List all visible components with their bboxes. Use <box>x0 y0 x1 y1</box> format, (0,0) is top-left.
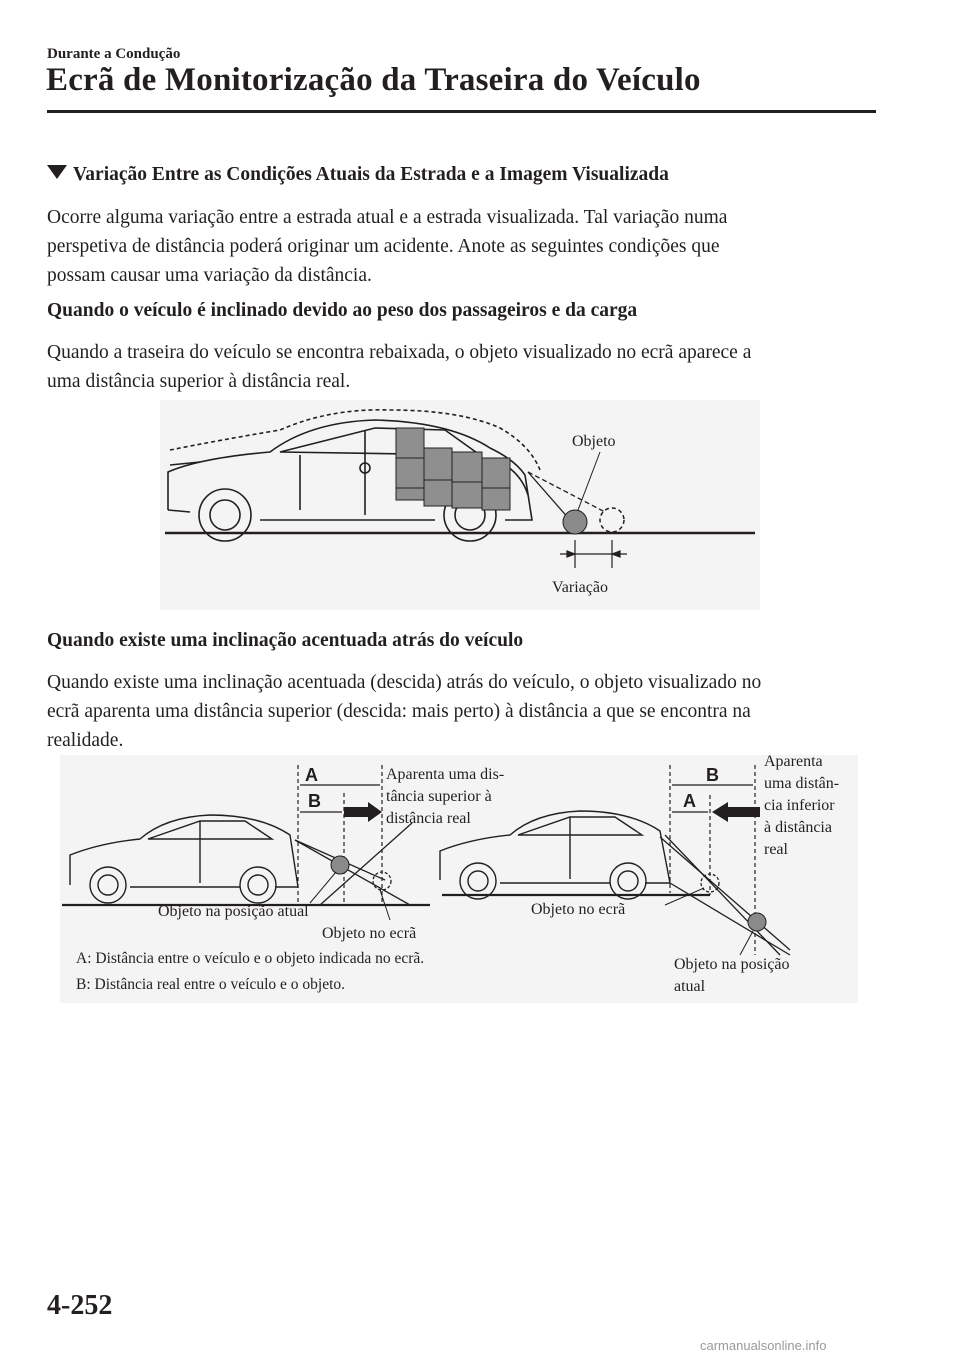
left-sightlines <box>295 823 412 905</box>
section-heading <box>47 164 669 186</box>
left-label-a: A <box>305 765 318 785</box>
right-screen-leader <box>665 888 704 905</box>
case2-heading: Quando existe uma inclinação acentuada atrás do veículo <box>47 630 524 651</box>
variation-marker <box>560 540 627 568</box>
intro-line: perspetiva de distância poderá originar um acidente. Anote as seguintes condições que <box>47 236 720 257</box>
left-car-illustration <box>70 815 298 903</box>
label-object: Objeto <box>572 433 616 450</box>
case1-line: Quando a traseira do veículo se encontra rebaixada, o objeto visualizado no ecrã aparece a <box>47 342 752 363</box>
label-variation: Variação <box>552 579 608 596</box>
case2-paragraph <box>47 668 877 755</box>
left-actual-object <box>331 856 349 874</box>
object-leader <box>578 452 600 510</box>
cargo-boxes <box>396 428 510 510</box>
intro-line: Ocorre alguma variação entre a estrada atual e a estrada visualizada. Tal variação numa <box>47 207 728 228</box>
right-actual-label: Objeto na posição atual <box>674 956 790 995</box>
left-note: Aparenta uma dis- tância superior à distância real <box>386 766 505 827</box>
displayed-object <box>600 508 624 532</box>
case2-line: ecrã aparenta uma distância superior (descida: mais perto) à distância a que se encontra na <box>47 701 751 722</box>
triangle-bullet-icon <box>47 165 67 179</box>
case2-line: realidade. <box>47 730 124 751</box>
intro-paragraph <box>47 203 877 290</box>
right-note: Aparenta uma distân- cia inferior à distância real <box>764 755 840 858</box>
actual-object <box>563 510 587 534</box>
figure-loaded-vehicle <box>160 400 760 610</box>
left-actual-leader <box>310 872 336 903</box>
left-actual-label: Objeto na posição atual <box>158 903 309 920</box>
section-heading-text: Variação Entre as Condições Atuais da Estrada e a Imagem Visualizada <box>73 164 669 185</box>
left-arrow-icon <box>344 802 382 822</box>
intro-line: possam causar uma variação da distância. <box>47 265 372 286</box>
right-actual-object <box>748 913 766 931</box>
right-arrow-icon <box>712 802 760 822</box>
left-label-b: B <box>308 791 321 811</box>
title-divider <box>47 110 876 113</box>
figure-slope-comparison <box>60 755 858 1003</box>
case2-line: Quando existe uma inclinação acentuada (descida) atrás do veículo, o objeto visualizado no <box>47 672 762 693</box>
case1-line: uma distância superior à distância real. <box>47 371 351 392</box>
camera-sightline <box>528 472 605 520</box>
right-label-a: A <box>683 791 696 811</box>
case1-heading: Quando o veículo é inclinado devido ao peso dos passageiros e da carga <box>47 300 638 321</box>
right-screen-label: Objeto no ecrã <box>531 901 626 918</box>
right-car-illustration <box>440 811 670 899</box>
page-number: 4-252 <box>47 1290 113 1321</box>
breadcrumb: Durante a Condução <box>47 46 181 62</box>
watermark: carmanualsonline.info <box>700 1338 827 1353</box>
case1-paragraph <box>47 338 877 396</box>
legend-a: A: Distância entre o veículo e o objeto indicada no ecrã. <box>76 950 425 967</box>
left-screen-label: Objeto no ecrã <box>322 925 417 942</box>
legend-b: B: Distância real entre o veículo e o objeto. <box>76 976 346 993</box>
right-actual-leader <box>740 931 753 955</box>
right-label-b: B <box>706 765 719 785</box>
page-title: Ecrã de Monitorização da Traseira do Veículo <box>46 62 701 98</box>
